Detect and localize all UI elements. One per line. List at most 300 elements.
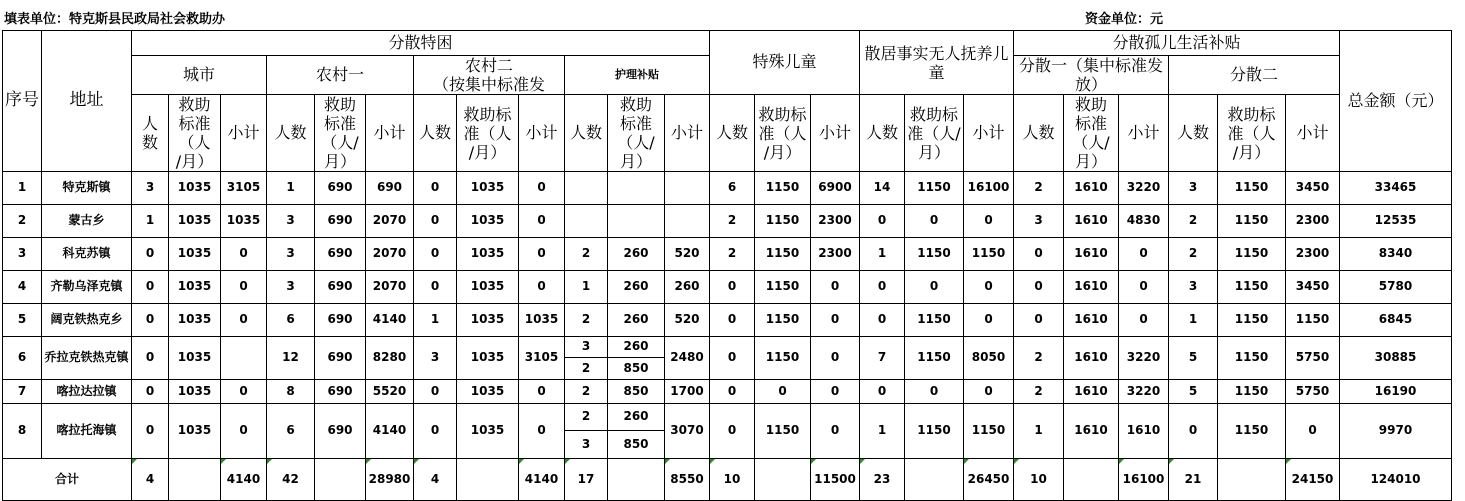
row-cell: 5 — [1169, 380, 1218, 404]
row-cell: 3 — [267, 205, 315, 238]
row-cell: 1150 — [755, 271, 811, 304]
row-cell: 5 — [1169, 337, 1218, 380]
row-cell: 1150 — [905, 304, 964, 337]
subtotal-header: 小计 — [1286, 95, 1340, 172]
row-cell: 690 — [315, 380, 366, 404]
total-cell — [414, 459, 457, 501]
row-cell: 0 — [221, 404, 267, 459]
row-cell: 0 — [905, 380, 964, 404]
row-cell: 3 — [1169, 172, 1218, 205]
row-cell: 0 — [811, 380, 860, 404]
total-value: 4140 — [226, 471, 261, 486]
row-cell: 0 — [811, 304, 860, 337]
row-total: 5780 — [1340, 271, 1452, 304]
total-value: 21 — [1184, 471, 1202, 486]
row-cell: 3070 — [665, 404, 710, 459]
row-cell: 520 — [665, 238, 710, 271]
row-cell: 2 — [1014, 172, 1064, 205]
row-cell — [565, 172, 608, 205]
row-total: 33465 — [1340, 172, 1452, 205]
row-cell: 260 — [608, 238, 665, 271]
row-cell: 2070 — [366, 271, 414, 304]
row-cell: 1700 — [665, 380, 710, 404]
subtotal-header: 小计 — [519, 95, 565, 172]
row-cell: 2 — [1014, 337, 1064, 380]
total-value: 4 — [145, 471, 155, 486]
data-row — [3, 380, 1452, 404]
row-cell: 1 — [414, 304, 457, 337]
row-cell: 1610 — [1064, 304, 1119, 337]
row-cell: 2070 — [366, 238, 414, 271]
row-cell: 1035 — [169, 380, 221, 404]
cell-marker — [565, 459, 570, 464]
standard-header: 救助 标准 （人/ 月） — [1064, 95, 1119, 172]
row-cell: 5750 — [1286, 380, 1340, 404]
total-cell — [964, 459, 1014, 501]
data-row — [3, 205, 1452, 238]
row-cell: 1610 — [1119, 404, 1169, 459]
row-cell: 1035 — [169, 271, 221, 304]
row-total: 12535 — [1340, 205, 1452, 238]
row-cell: 1 — [565, 271, 608, 304]
total-cell — [608, 459, 665, 501]
totals-label: 合计 — [3, 459, 132, 501]
row-cell: 0 — [414, 172, 457, 205]
row-cell: 0 — [1119, 238, 1169, 271]
row-cell: 3 — [414, 337, 457, 380]
total-value: 42 — [282, 471, 299, 486]
row-cell: 4140 — [366, 304, 414, 337]
row-address: 蒙古乡 — [42, 205, 132, 238]
cell-marker — [1286, 459, 1291, 464]
total-cell — [221, 459, 267, 501]
total-value: 124010 — [1370, 471, 1421, 486]
row-cell: 1035 — [221, 205, 267, 238]
total-cell — [169, 459, 221, 501]
col-seq-header: 序号 — [3, 31, 42, 172]
special-children-header: 特殊儿童 — [710, 31, 860, 95]
row-cell: 1 — [132, 205, 169, 238]
row-cell: 0 — [519, 238, 565, 271]
row-cell: 1150 — [1218, 337, 1286, 380]
row-cell: 2 — [1169, 205, 1218, 238]
row-total: 16190 — [1340, 380, 1452, 404]
cell-marker — [519, 459, 524, 464]
total-cell — [710, 459, 755, 501]
row-cell: 1035 — [457, 205, 519, 238]
row-cell: 1150 — [905, 337, 964, 380]
total-cell — [315, 459, 366, 501]
scatter1-header: 分散一（集中标准发放） — [1014, 56, 1169, 95]
totals-row — [3, 459, 1452, 501]
subtotal-header: 小计 — [665, 95, 710, 172]
row-cell — [665, 172, 710, 205]
row-cell: 0 — [1119, 271, 1169, 304]
row-cell: 3 — [267, 238, 315, 271]
row-cell: 2300 — [811, 238, 860, 271]
nursing-standard: 850 — [608, 358, 665, 380]
persons-header: 人数 — [710, 95, 755, 172]
row-cell: 1035 — [457, 380, 519, 404]
total-value: 23 — [873, 471, 891, 486]
row-cell: 1150 — [905, 404, 964, 459]
total-value: 8550 — [670, 471, 704, 486]
row-cell: 1035 — [457, 404, 519, 459]
total-cell — [905, 459, 964, 501]
row-cell: 3 — [1169, 271, 1218, 304]
row-cell: 1150 — [964, 238, 1014, 271]
cell-marker — [1119, 459, 1124, 464]
header-row-1 — [3, 31, 1452, 56]
data-row — [3, 172, 1452, 205]
row-cell: 3220 — [1119, 380, 1169, 404]
row-cell: 0 — [905, 205, 964, 238]
row-cell: 0 — [905, 271, 964, 304]
row-seq: 5 — [3, 304, 42, 337]
row-cell: 3 — [267, 271, 315, 304]
nursing-persons: 3 — [565, 431, 608, 459]
row-cell: 0 — [132, 380, 169, 404]
row-cell: 0 — [710, 304, 755, 337]
row-cell: 1150 — [1218, 380, 1286, 404]
total-cell — [267, 459, 315, 501]
row-cell: 1035 — [169, 404, 221, 459]
cell-marker — [267, 459, 272, 464]
row-cell: 3 — [132, 172, 169, 205]
total-value: 4 — [430, 471, 440, 486]
standard-header: 救助 标准 （人/ 月） — [608, 95, 665, 172]
row-cell: 2300 — [1286, 205, 1340, 238]
dispersed-children-header: 散居事实无人抚养儿童 — [860, 31, 1014, 95]
subtotal-header: 小计 — [964, 95, 1014, 172]
row-cell: 0 — [710, 337, 755, 380]
row-cell: 6 — [267, 404, 315, 459]
row-cell: 2300 — [1286, 238, 1340, 271]
row-cell: 6900 — [811, 172, 860, 205]
total-value: 16100 — [1122, 471, 1165, 486]
row-cell: 3105 — [221, 172, 267, 205]
row-cell: 260 — [608, 271, 665, 304]
cell-marker — [860, 459, 865, 464]
row-cell: 1610 — [1064, 238, 1119, 271]
row-cell: 0 — [1014, 304, 1064, 337]
city-header: 城市 — [132, 56, 267, 95]
row-cell: 1035 — [169, 337, 221, 380]
row-cell: 1610 — [1064, 172, 1119, 205]
total-value: 10 — [723, 471, 741, 486]
row-cell: 1 — [1169, 304, 1218, 337]
row-cell: 1035 — [169, 172, 221, 205]
row-seq: 3 — [3, 238, 42, 271]
row-seq: 2 — [3, 205, 42, 238]
row-cell: 1610 — [1064, 271, 1119, 304]
row-cell: 1150 — [905, 172, 964, 205]
total-cell — [1286, 459, 1340, 501]
total-cell — [1119, 459, 1169, 501]
data-row — [3, 304, 1452, 337]
row-cell: 1150 — [1218, 238, 1286, 271]
total-cell — [811, 459, 860, 501]
row-address: 喀拉达拉镇 — [42, 380, 132, 404]
row-cell: 690 — [315, 337, 366, 380]
row-cell: 0 — [221, 271, 267, 304]
row-cell: 7 — [860, 337, 905, 380]
cell-marker — [811, 459, 816, 464]
row-cell: 0 — [221, 304, 267, 337]
row-address: 科克苏镇 — [42, 238, 132, 271]
row-cell: 2 — [565, 304, 608, 337]
row-cell: 0 — [221, 238, 267, 271]
row-cell: 8280 — [366, 337, 414, 380]
total-cell — [519, 459, 565, 501]
row-cell: 1 — [860, 238, 905, 271]
row-cell: 0 — [710, 380, 755, 404]
row-cell: 1150 — [755, 304, 811, 337]
row-cell: 1150 — [755, 205, 811, 238]
cell-marker — [964, 459, 969, 464]
total-cell — [1014, 459, 1064, 501]
row-cell: 1150 — [755, 172, 811, 205]
scatter2-header: 分散二 — [1169, 56, 1340, 95]
total-cell — [860, 459, 905, 501]
row-cell: 1 — [1014, 404, 1064, 459]
total-cell — [565, 459, 608, 501]
row-cell: 0 — [414, 205, 457, 238]
row-cell: 1035 — [457, 172, 519, 205]
row-cell: 1150 — [1218, 271, 1286, 304]
row-seq: 8 — [3, 404, 42, 459]
row-cell: 0 — [964, 304, 1014, 337]
row-cell: 0 — [710, 404, 755, 459]
row-cell: 3105 — [519, 337, 565, 380]
row-cell: 16100 — [964, 172, 1014, 205]
subtotal-header: 小计 — [811, 95, 860, 172]
data-row — [3, 337, 1452, 358]
cell-marker — [1169, 459, 1174, 464]
row-cell: 5520 — [366, 380, 414, 404]
total-value: 28980 — [368, 471, 411, 486]
row-cell: 0 — [964, 380, 1014, 404]
row-cell: 0 — [221, 380, 267, 404]
row-cell: 0 — [519, 172, 565, 205]
row-cell: 850 — [608, 380, 665, 404]
row-cell: 0 — [860, 205, 905, 238]
row-cell: 6 — [267, 304, 315, 337]
relief-table — [2, 30, 1452, 501]
row-cell: 0 — [414, 380, 457, 404]
row-total: 9970 — [1340, 404, 1452, 459]
row-cell: 3 — [1014, 205, 1064, 238]
row-cell — [221, 337, 267, 380]
row-cell: 1610 — [1064, 337, 1119, 380]
row-cell: 1035 — [457, 271, 519, 304]
row-cell: 0 — [1014, 271, 1064, 304]
cell-marker — [132, 459, 137, 464]
row-total: 8340 — [1340, 238, 1452, 271]
group-scatter-header: 分散特困 — [132, 31, 710, 56]
nursing-persons: 3 — [565, 337, 608, 358]
cell-marker — [366, 459, 371, 464]
row-cell: 1150 — [964, 404, 1014, 459]
row-cell: 260 — [665, 271, 710, 304]
nursing-standard: 850 — [608, 431, 665, 459]
row-cell: 1150 — [755, 238, 811, 271]
standard-header: 救助 标准 （人/ 月） — [315, 95, 366, 172]
row-cell: 0 — [811, 337, 860, 380]
data-row — [3, 238, 1452, 271]
row-cell: 690 — [366, 172, 414, 205]
row-cell: 1150 — [755, 404, 811, 459]
row-cell: 690 — [315, 304, 366, 337]
row-cell: 6 — [710, 172, 755, 205]
persons-header: 人 数 — [132, 95, 169, 172]
total-value: 26450 — [967, 471, 1010, 486]
row-cell: 3220 — [1119, 172, 1169, 205]
row-cell — [565, 205, 608, 238]
standard-header: 救助标 准（人 /月） — [457, 95, 519, 172]
row-address: 齐勒乌泽克镇 — [42, 271, 132, 304]
row-cell: 0 — [964, 271, 1014, 304]
total-cell — [755, 459, 811, 501]
row-cell: 1150 — [755, 337, 811, 380]
nursing-header: 护理补贴 — [565, 56, 710, 95]
row-cell: 0 — [519, 404, 565, 459]
row-seq: 1 — [3, 172, 42, 205]
row-cell: 0 — [132, 404, 169, 459]
row-cell: 0 — [132, 271, 169, 304]
persons-header: 人数 — [267, 95, 315, 172]
total-cell — [1169, 459, 1218, 501]
persons-header: 人数 — [1014, 95, 1064, 172]
subtotal-header: 小计 — [221, 95, 267, 172]
row-cell: 1035 — [457, 337, 519, 380]
nursing-persons: 2 — [565, 358, 608, 380]
row-cell: 0 — [132, 337, 169, 380]
persons-header: 人数 — [860, 95, 905, 172]
row-cell: 0 — [964, 205, 1014, 238]
sheet-header — [0, 0, 1465, 30]
row-cell: 0 — [1286, 404, 1340, 459]
row-cell: 260 — [608, 304, 665, 337]
rural1-header: 农村一 — [267, 56, 414, 95]
row-cell: 1 — [267, 172, 315, 205]
row-cell: 690 — [315, 238, 366, 271]
row-cell: 1150 — [1218, 304, 1286, 337]
row-cell: 3450 — [1286, 271, 1340, 304]
row-cell: 5750 — [1286, 337, 1340, 380]
standard-header: 救助标 准（人 /月） — [1218, 95, 1286, 172]
row-cell: 690 — [315, 271, 366, 304]
row-cell: 8050 — [964, 337, 1014, 380]
row-cell: 1150 — [1218, 205, 1286, 238]
row-cell: 1035 — [169, 238, 221, 271]
row-cell: 0 — [414, 271, 457, 304]
row-cell: 2300 — [811, 205, 860, 238]
row-cell: 2 — [710, 205, 755, 238]
row-cell: 1150 — [905, 238, 964, 271]
row-cell: 1035 — [457, 304, 519, 337]
row-cell — [608, 205, 665, 238]
row-cell: 690 — [315, 205, 366, 238]
row-cell: 1150 — [1286, 304, 1340, 337]
total-cell — [457, 459, 519, 501]
row-cell: 3450 — [1286, 172, 1340, 205]
row-address: 乔拉克铁热克镇 — [42, 337, 132, 380]
row-cell: 0 — [860, 380, 905, 404]
row-cell: 1035 — [169, 205, 221, 238]
row-cell: 0 — [1169, 404, 1218, 459]
total-cell — [132, 459, 169, 501]
row-address: 特克斯镇 — [42, 172, 132, 205]
row-cell: 0 — [132, 304, 169, 337]
nursing-standard: 260 — [608, 337, 665, 358]
row-cell: 0 — [811, 271, 860, 304]
row-cell: 0 — [860, 271, 905, 304]
reporting-unit: 填表单位：特克斯县民政局社会救助办 — [4, 12, 226, 27]
row-cell: 2 — [710, 238, 755, 271]
row-cell: 0 — [755, 380, 811, 404]
row-seq: 7 — [3, 380, 42, 404]
row-cell: 0 — [519, 205, 565, 238]
subtotal-header: 小计 — [366, 95, 414, 172]
data-row — [3, 404, 1452, 431]
row-cell: 1150 — [1218, 404, 1286, 459]
group-orphan-header: 分散孤儿生活补贴 — [1014, 31, 1340, 56]
row-cell: 690 — [315, 404, 366, 459]
row-cell: 0 — [1119, 304, 1169, 337]
row-seq: 4 — [3, 271, 42, 304]
row-cell: 0 — [132, 238, 169, 271]
row-cell: 2480 — [665, 337, 710, 380]
row-cell: 1610 — [1064, 404, 1119, 459]
standard-header: 救助 标准 （人 /月） — [169, 95, 221, 172]
row-cell: 0 — [519, 271, 565, 304]
row-cell: 0 — [414, 238, 457, 271]
rural2-header: 农村二 （按集中标准发 — [414, 56, 565, 95]
total-cell — [1218, 459, 1286, 501]
cell-marker — [665, 459, 670, 464]
persons-header: 人数 — [1169, 95, 1218, 172]
row-cell: 1035 — [457, 238, 519, 271]
row-cell: 1610 — [1064, 205, 1119, 238]
persons-header: 人数 — [414, 95, 457, 172]
row-cell: 2 — [1169, 238, 1218, 271]
standard-header: 救助标 准（人/ 月） — [905, 95, 964, 172]
row-cell: 2 — [1014, 380, 1064, 404]
row-cell — [665, 205, 710, 238]
cell-marker — [414, 459, 419, 464]
row-address: 阔克铁热克乡 — [42, 304, 132, 337]
row-cell: 0 — [710, 271, 755, 304]
row-cell: 0 — [860, 304, 905, 337]
row-cell: 2070 — [366, 205, 414, 238]
row-cell: 0 — [519, 380, 565, 404]
row-total: 6845 — [1340, 304, 1452, 337]
total-amount-header: 总金额（元） — [1340, 31, 1452, 172]
data-row — [3, 271, 1452, 304]
grand-total — [1340, 459, 1452, 501]
row-cell: 2 — [565, 238, 608, 271]
cell-marker — [1014, 459, 1019, 464]
currency-unit: 资金单位：元 — [1085, 12, 1164, 27]
row-cell: 14 — [860, 172, 905, 205]
row-cell: 4140 — [366, 404, 414, 459]
row-cell: 690 — [315, 172, 366, 205]
row-cell: 1035 — [169, 304, 221, 337]
total-value: 24150 — [1291, 471, 1334, 486]
persons-header: 人数 — [565, 95, 608, 172]
total-value: 11500 — [814, 471, 856, 486]
